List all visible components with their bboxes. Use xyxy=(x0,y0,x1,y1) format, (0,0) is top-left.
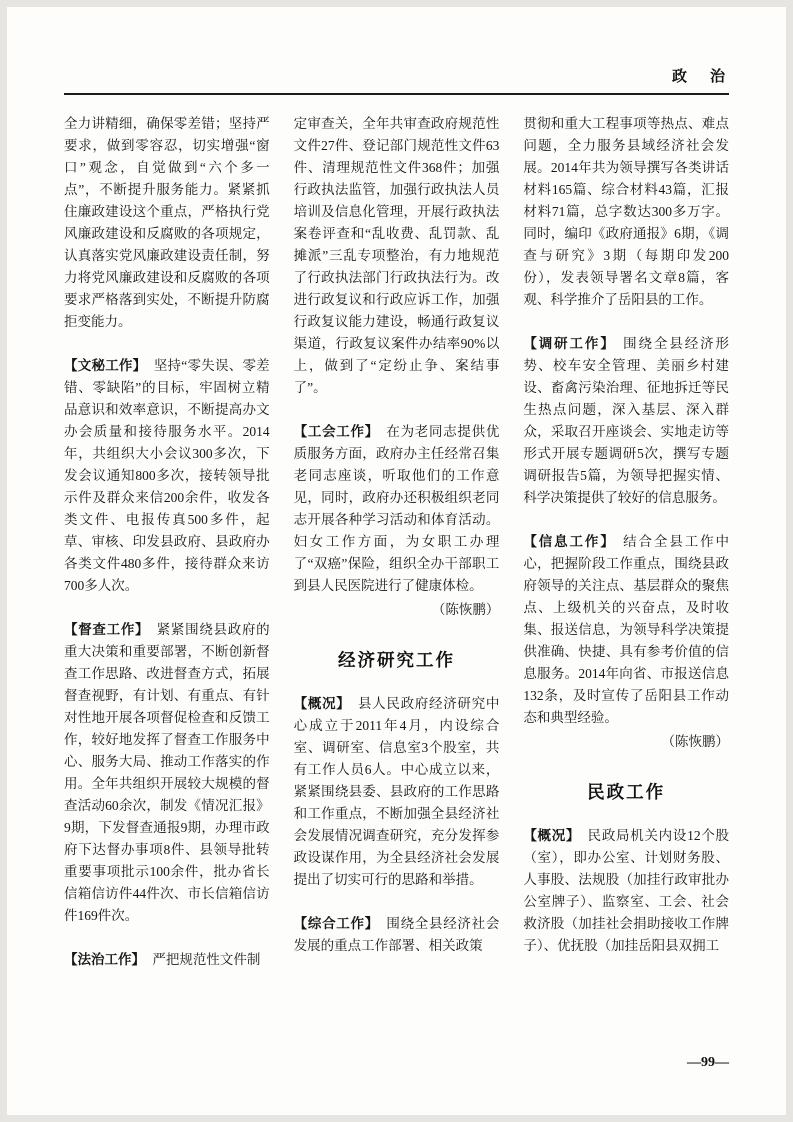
column-middle xyxy=(294,113,500,971)
entry-label: 【信息工作】 xyxy=(523,534,616,549)
entry-xinxi xyxy=(523,531,729,729)
paragraph-continued xyxy=(523,113,729,311)
entry-label: 【督查工作】 xyxy=(64,622,150,637)
header-section-title: 政 治 xyxy=(671,69,729,85)
entry-label: 【调研工作】 xyxy=(523,336,616,351)
paragraph-text: 贯彻和重大工程事项等热点、难点问题，全力服务县域经济社会发展。2014年共为领导撰写各类讲话材料165篇、综合材料43篇，汇报材料71篇，总字数达300多万字。同时，编印《政府通报》6期，《调查与研究》3期（每期印发200份），发表领导署名文章8篇，客观、科学推介了岳阳县的工作。 xyxy=(523,116,730,307)
page-header xyxy=(64,65,729,95)
entry-ducha xyxy=(64,619,270,927)
entry-label: 【法治工作】 xyxy=(64,952,145,967)
section-heading-economic-research: 经济研究工作 xyxy=(338,650,455,670)
entry-gaikuang xyxy=(294,693,500,891)
entry-diaoyan xyxy=(523,333,729,509)
entry-text: 结合全县工作中心，把握阶段工作重点，围绕县政府领导的关注点、基层群众的聚焦点、上级机关的兴奋点，及时收集、报送信息，为领导科学决策提供准确、快捷、具有参考价值的信息服务。2014年向省、市报送信息132条，及时宣传了岳阳县工作动态和典型经验。 xyxy=(523,534,730,725)
paragraph-text: 全力讲精细，确保零差错；坚持严要求，做到零容忍，切实增强“窗口”观念，自觉做到“六个多一点”，不断提升服务能力。紧紧抓住廉政建设这个重点，严格执行党风廉政建设和反腐败的各项规定，认真落实党风廉政建设责任制，努力将党风廉政建设和反腐败的各项要求严格落到实处，不断提升防腐拒变能力。 xyxy=(64,116,270,329)
paragraph-continued xyxy=(294,113,500,399)
entry-label: 【概况】 xyxy=(293,696,351,711)
column-left xyxy=(64,113,270,971)
paragraph-text: 定审查关，全年共审查政府规范性文件27件、登记部门规范性文件63件、清理规范性文件368件；加强行政执法监管，加强行政执法人员培训及信息化管理，开展行政执法案卷评查和“乱收费、乱罚款、乱摊派”三乱专项整治，有力地规范了行政执法部门行政执法行为。改进行政复议和行政应诉工作，加强行政复议能力建设，畅通行政复议渠道，行政复议案件办结率90%以上，做到了“定纷止争、案结事了”。 xyxy=(293,116,500,395)
entry-text: 严把规范性文件制 xyxy=(152,952,261,967)
entry-label: 【综合工作】 xyxy=(293,916,379,931)
entry-gonghui xyxy=(294,421,500,597)
entry-text: 民政局机关内设12个股（室），即办公室、计划财务股、人事股、法规股（加挂行政审批办公室牌子）、监察室、工会、社会救济股（加挂社会捐助接收工作牌子）、优抚股（加挂岳阳县双拥工 xyxy=(523,828,730,953)
entry-zonghe xyxy=(294,913,500,957)
entry-label: 【概况】 xyxy=(523,828,581,843)
page-number: —99— xyxy=(687,1055,729,1070)
entry-label: 【文秘工作】 xyxy=(64,358,147,373)
text-columns xyxy=(64,113,729,971)
author-signature: （陈恢鹏） xyxy=(431,602,500,617)
entry-text: 围绕全县经济社会发展的重点工作部署、相关政策 xyxy=(293,916,500,953)
entry-text: 县人民政府经济研究中心成立于2011年4月，内设综合室、调研室、信息室3个股室，共有工作人员6人。中心成立以来，紧紧围绕县委、县政府的工作思路和工作重点，不断加强全县经济社会发展情况调查研究，充分发挥参政设谋作用，为全县经济社会发展提出了切实可行的思路和举措。 xyxy=(293,696,500,887)
author-signature: （陈恢鹏） xyxy=(661,734,730,749)
section-heading-civil-affairs: 民政工作 xyxy=(587,782,666,802)
column-right xyxy=(523,113,729,971)
entry-fazhi xyxy=(64,949,270,971)
entry-gaikuang xyxy=(523,825,729,957)
entry-label: 【工会工作】 xyxy=(293,424,379,439)
entry-wenmi xyxy=(64,355,270,597)
entry-text: 围绕全县经济形势、校车安全管理、美丽乡村建设、畜禽污染治理、征地拆迁等民生热点问题，深入基层、深入群众，采取召开座谈会、实地走访等形式开展专题调研5次，撰写专题调研报告5篇，为领导把握实情、科学决策提供了较好的信息服务。 xyxy=(523,336,730,505)
paragraph-continued xyxy=(64,113,270,333)
document-page xyxy=(7,7,786,1115)
entry-text: 在为老同志提供优质服务方面，政府办主任经常召集老同志座谈，听取他们的工作意见，同时，政府办还积极组织老同志开展各种学习活动和体育活动。妇女工作方面，为女职工办理了“双癌”保险，组织全办干部职工到县人民医院进行了健康体检。 xyxy=(293,424,500,593)
entry-text: 坚持“零失误、零差错、零缺陷”的目标，牢固树立精品意识和效率意识，不断提高办文办会质量和接待服务水平。2014年，共组织大小会议300多次，下发会议通知800多次，接转领导批示件及群众来信200余件，收发各类文件、电报传真500多件，起草、审核、印发县政府、县政府办各类文件480多件，接待群众来访700多人次。 xyxy=(64,358,270,593)
entry-text: 紧紧围绕县政府的重大决策和重要部署，不断创新督查工作思路、改进督查方式，拓展督查视野，有计划、有重点、有针对性地开展各项督促检查和反馈工作，较好地发挥了督查工作服务中心、服务大局、推动工作落实的作用。全年共组织开展较大规模的督查活动60余次，制发《情况汇报》9期，下发督查通报9期，办理市政府下达督办事项8件、县领导批转重要事项批示100余件，批办省长信箱信访件44件次、市长信箱信访件169件次。 xyxy=(64,622,270,923)
